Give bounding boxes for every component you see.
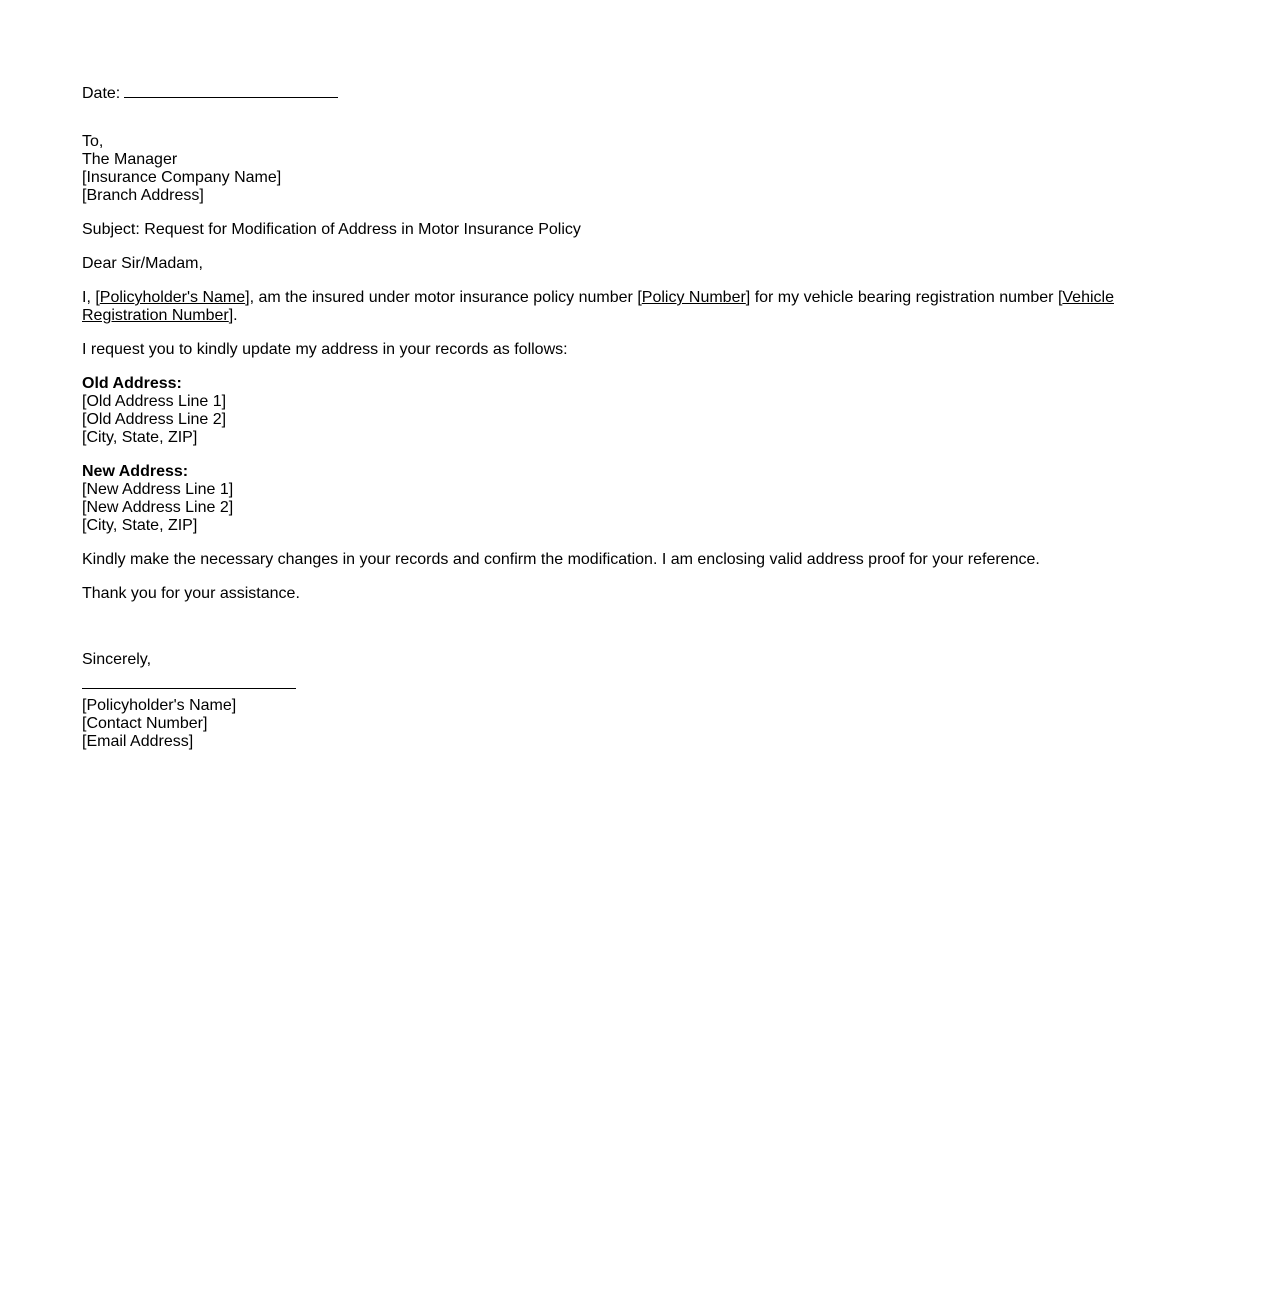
- salutation: Dear Sir/Madam,: [82, 255, 203, 272]
- intro-paragraph: [82, 289, 1142, 325]
- request-paragraph: I request you to kindly update my address in your records as follows:: [82, 341, 568, 358]
- old-address-block: [82, 375, 226, 447]
- intro-text-1: I, [: [82, 289, 100, 306]
- signature-block: [82, 687, 296, 751]
- new-address-heading: New Address:: [82, 463, 189, 480]
- date-line: [82, 83, 338, 103]
- signoff: Sincerely,: [82, 651, 152, 668]
- old-address-line1: [Old Address Line 1]: [82, 393, 227, 410]
- recipient-to: To,: [82, 133, 104, 150]
- date-blank: [124, 83, 338, 98]
- old-address-line2: [Old Address Line 2]: [82, 411, 227, 428]
- new-address-line1: [New Address Line 1]: [82, 481, 234, 498]
- policy-number-placeholder: Policy Number: [641, 289, 746, 306]
- thanks-line: Thank you for your assistance.: [82, 585, 300, 602]
- old-address-heading: Old Address:: [82, 375, 182, 392]
- new-address-city: [City, State, ZIP]: [82, 517, 198, 534]
- policyholder-name-placeholder: Policyholder's Name: [99, 289, 246, 306]
- intro-text-2: ], am the insured under motor insurance policy number [: [245, 289, 642, 306]
- recipient-company: [Insurance Company Name]: [82, 169, 282, 186]
- new-address-line2: [New Address Line 2]: [82, 499, 234, 516]
- closing-paragraph: Kindly make the necessary changes in your records and confirm the modification. I am enclosing valid address proof for your reference.: [82, 551, 1040, 568]
- recipient-block: [82, 133, 281, 205]
- intro-text-3: ] for my vehicle bearing registration number [: [745, 289, 1063, 306]
- signature-name: [Policyholder's Name]: [82, 697, 237, 714]
- signature-blank: [82, 687, 296, 689]
- recipient-title: The Manager: [82, 151, 178, 168]
- subject-line: Subject: Request for Modification of Address in Motor Insurance Policy: [82, 221, 581, 238]
- new-address-block: [82, 463, 233, 535]
- signature-contact: [Contact Number]: [82, 715, 208, 732]
- vehicle-registration-placeholder: Vehicle Registration Number: [82, 289, 1114, 324]
- old-address-city: [City, State, ZIP]: [82, 429, 198, 446]
- date-label: Date:: [82, 85, 121, 102]
- signature-email: [Email Address]: [82, 733, 194, 750]
- recipient-branch: [Branch Address]: [82, 187, 204, 204]
- intro-text-4: ].: [228, 307, 238, 324]
